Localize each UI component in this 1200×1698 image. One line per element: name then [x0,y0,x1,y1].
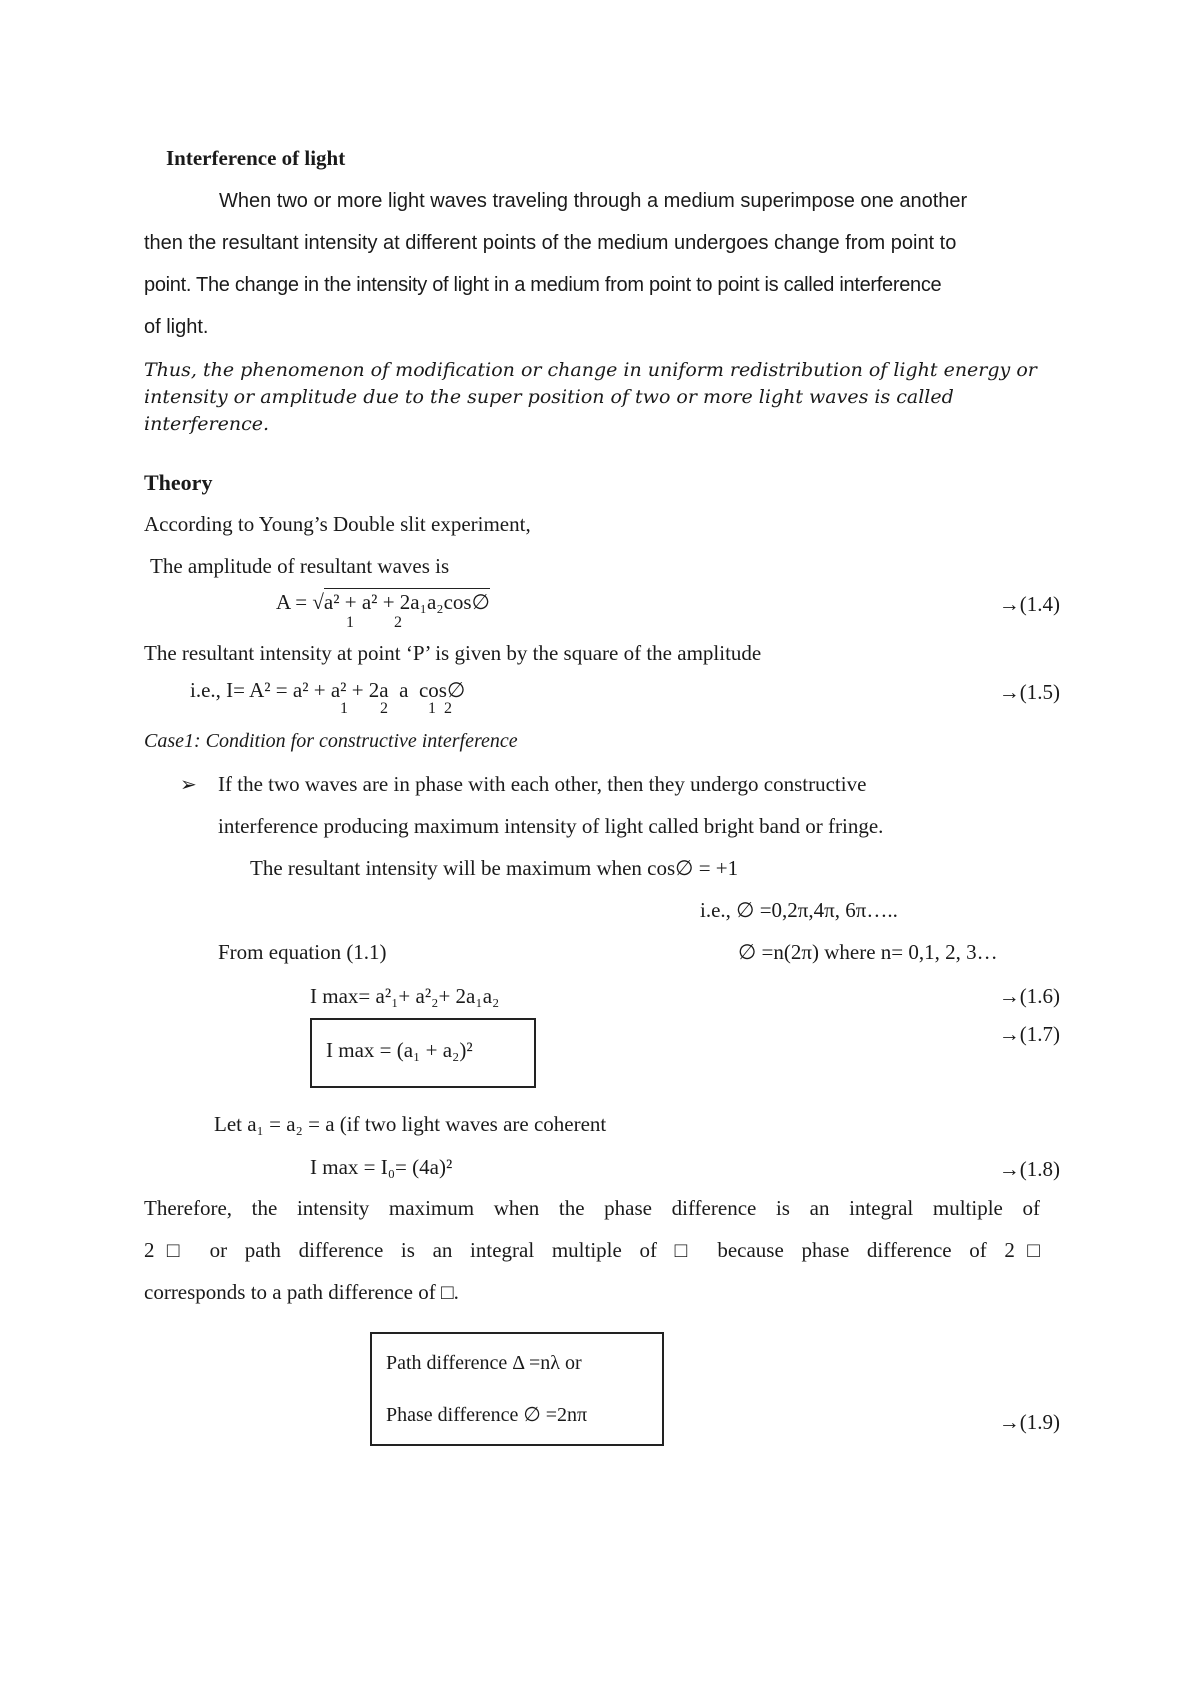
arrow-bullet-icon: ➢ [180,774,197,796]
case1-phase-general: ∅ =n(2π) where n= 0,1, 2, 3… [738,940,998,964]
definition-line-2: intensity or amplitude due to the super position of two or more light waves is called [144,386,954,408]
therefore-line-3: corresponds to a path difference of □. [144,1280,459,1304]
theory-line-1: According to Young’s Double slit experiment, [144,512,531,536]
therefore-line-2: 2□ or path difference is an integral multiple of □ because phase difference of 2□ [144,1238,1040,1262]
case1-bullet-line-2: interference producing maximum intensity of light called bright band or fringe. [218,814,884,838]
equation-1-8: I max = I₀= (4a)² [310,1155,453,1179]
case1-from-equation: From equation (1.1) [218,940,387,964]
eq14-radicand: a² + a² + 2a₁a₂cos∅ [323,590,490,614]
definition-line-1: Thus, the phenomenon of modification or change in uniform redistribution of light energy or [144,359,1037,381]
eq15-number: →(1.5) [998,680,1060,704]
equation-1-7-box [310,1018,536,1088]
eq19-number: →(1.9) [998,1410,1060,1434]
box-path-difference: Path difference Δ =nλ or [386,1352,582,1374]
eq14-subscripts: 1 2 [346,614,402,631]
eq18-number: →(1.8) [998,1157,1060,1181]
path-phase-box [370,1332,664,1446]
case1-bullet-line-1: If the two waves are in phase with each other, then they undergo constructive [218,772,867,796]
case1-let-line: Let a₁ = a₂ = a (if two light waves are coherent [214,1112,607,1136]
para-line-4: of light. [144,316,209,338]
theory-line-3: The resultant intensity at point ‘P’ is given by the square of the amplitude [144,641,762,665]
case1-phase-values: i.e., ∅ =0,2π,4π, 6π….. [700,898,898,922]
box-phase-difference: Phase difference ∅ =2nπ [386,1404,588,1426]
definition-line-3: interference. [144,413,270,435]
therefore-line-1: Therefore, the intensity maximum when the phase difference is an integral multiple of [144,1196,1040,1220]
theory-title: Theory [144,470,213,495]
para-line-1: When two or more light waves traveling through a medium superimpose one another [219,190,968,212]
section-title: Interference of light [166,146,346,170]
equation-1-5: i.e., I= A² = a² + a² + 2a a cos∅ [190,678,466,702]
eq16-number: →(1.6) [998,984,1060,1008]
case1-max-line: The resultant intensity will be maximum when cos∅ = +1 [250,856,739,880]
eq15-subscripts: 1 2 1 2 [340,700,452,717]
para-line-3: point. The change in the intensity of light in a medium from point to point is called interference [144,274,942,296]
equation-1-4 [276,590,490,615]
case1-title: Case1: Condition for constructive interference [144,730,518,752]
theory-line-2: The amplitude of resultant waves is [150,554,450,578]
eq17-number: →(1.7) [998,1022,1060,1046]
equation-1-6: I max= a²₁+ a²₂+ 2a₁a₂ [310,984,500,1008]
para-line-2: then the resultant intensity at different points of the medium undergoes change from point to [144,232,957,254]
eq14-number: →(1.4) [998,592,1060,616]
eq14-lhs: A = √ [276,590,324,614]
equation-1-7: I max = (a₁ + a₂)² [326,1038,473,1062]
